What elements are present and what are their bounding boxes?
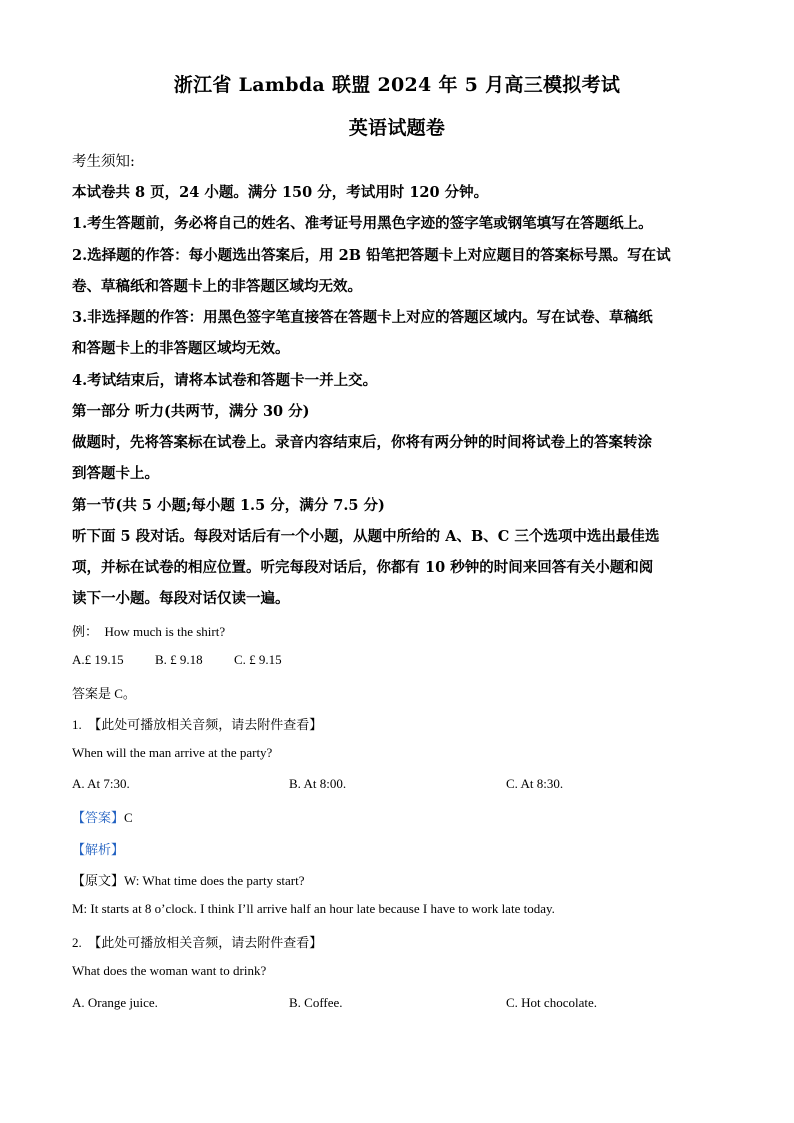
q2-question: What does the woman want to drink?	[72, 963, 267, 978]
q1-number: 1.	[72, 717, 82, 732]
example-question-text: How much is the shirt?	[104, 624, 226, 639]
part1-instruction-line-2: 到答题卡上。	[72, 465, 159, 482]
q1-answer	[72, 807, 732, 826]
q2-option-c: C. Hot chocolate.	[506, 995, 597, 1010]
example-option-b: B. £ 9.18	[155, 652, 203, 667]
notice-item-1: 1.考生答题前，务必将自己的姓名、准考证号用黑色字迹的签字笔或钢笔填写在答题纸上。	[72, 215, 653, 232]
example-prefix: 例：	[72, 624, 99, 639]
q1-answer-value: C	[124, 810, 133, 825]
example-question	[72, 621, 732, 640]
q1-option-a: A. At 7:30.	[72, 776, 130, 791]
notice-heading: 考生须知:	[72, 154, 135, 170]
q1-transcript-m: M: It starts at 8 o’clock. I think I’ll arrive half an hour late because I have to work late today.	[72, 901, 555, 916]
q1-header	[72, 714, 732, 733]
section1-instruction-line-2: 项，并标在试卷的相应位置。听完每段对话后，你都有 10 秒钟的时间来回答有关小题和阅	[72, 559, 654, 576]
q1-question: When will the man arrive at the party?	[72, 745, 273, 760]
section1-instruction-line-3: 读下一小题。每段对话仅读一遍。	[72, 590, 290, 607]
q1-option-b: B. At 8:00.	[289, 776, 347, 791]
notice-item-3-line-2: 和答题卡上的非答题区域均无效。	[72, 340, 290, 357]
analysis-tag: 【解析】	[72, 842, 125, 857]
example-option-c: C. £ 9.15	[234, 652, 282, 667]
example-answer: 答案是 C。	[72, 686, 136, 701]
q2-option-b: B. Coffee.	[289, 995, 343, 1010]
q2-option-a: A. Orange juice.	[72, 995, 158, 1010]
section1-heading: 第一节(共 5 小题;每小题 1.5 分，满分 7.5 分)	[72, 497, 385, 514]
transcript-tag: 【原文】	[72, 873, 125, 888]
q2-audio-note: 【此处可播放相关音频，请去附件查看】	[88, 935, 323, 950]
q1-analysis	[72, 839, 732, 858]
q1-transcript-w-text: W: What time does the party start?	[124, 873, 305, 888]
notice-item-2-line-2: 卷、草稿纸和答题卡上的非答题区域均无效。	[72, 278, 362, 295]
part1-heading: 第一部分 听力(共两节，满分 30 分)	[72, 403, 310, 420]
exam-subtitle: 英语试题卷	[348, 117, 446, 139]
q1-transcript-w	[72, 870, 732, 889]
notice-intro: 本试卷共 8 页，24 小题。满分 150 分，考试用时 120 分钟。	[72, 184, 489, 201]
notice-item-3-line-1: 3.非选择题的作答：用黑色签字笔直接答在答题卡上对应的答题区域内。写在试卷、草稿纸	[72, 309, 653, 326]
q2-header	[72, 932, 732, 951]
q1-option-c: C. At 8:30.	[506, 776, 564, 791]
part1-instruction-line-1: 做题时，先将答案标在试卷上。录音内容结束后，你将有两分钟的时间将试卷上的答案转涂	[72, 434, 652, 451]
answer-tag: 【答案】	[72, 810, 125, 825]
q2-number: 2.	[72, 935, 82, 950]
q1-audio-note: 【此处可播放相关音频，请去附件查看】	[88, 717, 323, 732]
example-option-a: A.£ 19.15	[72, 652, 124, 667]
notice-item-4: 4.考试结束后，请将本试卷和答题卡一并上交。	[72, 372, 378, 389]
exam-title: 浙江省 Lambda 联盟 2024 年 5 月高三模拟考试	[173, 74, 621, 96]
section1-instruction-line-1: 听下面 5 段对话。每段对话后有一个小题，从题中所给的 A、B、C 三个选项中选出最佳选	[72, 528, 660, 545]
notice-item-2-line-1: 2.选择题的作答：每小题选出答案后，用 2B 铅笔把答题卡上对应题目的答案标号黑。写在试	[72, 247, 671, 264]
